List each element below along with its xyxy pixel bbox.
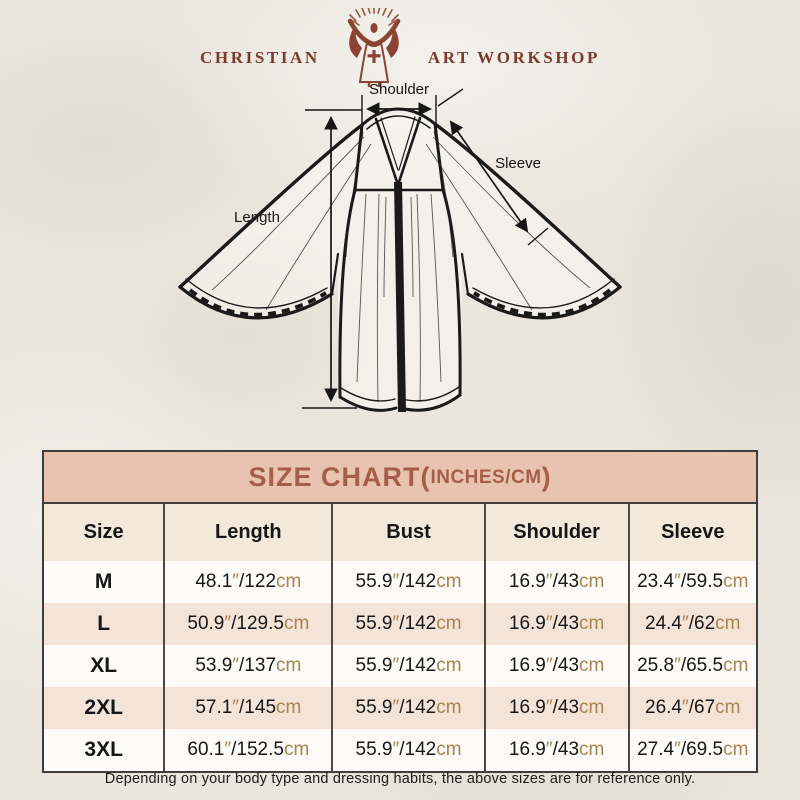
measurement-cell: 55.9″/142cm (332, 687, 484, 729)
measurement-cell: 27.4″/69.5cm (629, 729, 756, 771)
column-header-shoulder: Shoulder (485, 504, 629, 561)
size-label: XL (44, 645, 164, 687)
column-header-size: Size (44, 504, 164, 561)
measurement-cell: 16.9″/43cm (485, 729, 629, 771)
column-header-bust: Bust (332, 504, 484, 561)
brand-logo (0, 8, 800, 88)
size-label: L (44, 603, 164, 645)
measurement-cell: 57.1″/145cm (164, 687, 332, 729)
brand-name-right: ART WORKSHOP (427, 48, 600, 67)
column-header-sleeve: Sleeve (629, 504, 756, 561)
sleeve-label: Sleeve (495, 155, 541, 172)
size-chart (42, 450, 758, 773)
shoulder-label: Shoulder (368, 82, 430, 98)
size-row-l (44, 603, 756, 645)
measurement-cell: 55.9″/142cm (332, 729, 484, 771)
measurement-cell: 26.4″/67cm (629, 687, 756, 729)
size-label: M (44, 561, 164, 603)
column-header-length: Length (164, 504, 332, 561)
size-row-xl (44, 645, 756, 687)
size-row-2xl (44, 687, 756, 729)
measurement-cell: 16.9″/43cm (485, 645, 629, 687)
measurement-cell: 50.9″/129.5cm (164, 603, 332, 645)
size-label: 2XL (44, 687, 164, 729)
measurement-cell: 23.4″/59.5cm (629, 561, 756, 603)
measurement-cell: 16.9″/43cm (485, 603, 629, 645)
measurement-cell: 16.9″/43cm (485, 561, 629, 603)
brand-name-left: CHRISTIAN (200, 48, 320, 67)
size-chart-title (44, 452, 756, 504)
measurement-cell: 55.9″/142cm (332, 561, 484, 603)
jesus-logo-icon (333, 8, 415, 88)
measurement-cell: 24.4″/62cm (629, 603, 756, 645)
size-chart-units-text: INCHES/CM (430, 467, 542, 488)
length-label: Length (234, 209, 280, 226)
title-paren-close: ) (541, 461, 552, 492)
footer-note: Depending on your body type and dressing habits, the above sizes are for reference only. (104, 771, 696, 787)
size-rows (44, 561, 756, 771)
size-row-m (44, 561, 756, 603)
measurement-cell: 53.9″/137cm (164, 645, 332, 687)
robe-measurement-diagram (150, 82, 650, 448)
measurement-cell: 55.9″/142cm (332, 603, 484, 645)
measurement-cell: 25.8″/65.5cm (629, 645, 756, 687)
measurement-cell: 16.9″/43cm (485, 687, 629, 729)
size-table (44, 504, 756, 771)
size-row-3xl (44, 729, 756, 771)
column-header-row (44, 504, 756, 561)
size-label: 3XL (44, 729, 164, 771)
title-paren-open: ( (420, 461, 431, 492)
measurement-cell: 60.1″/152.5cm (164, 729, 332, 771)
measurement-cell: 55.9″/142cm (332, 645, 484, 687)
size-chart-title-text: SIZE CHART (248, 461, 421, 492)
measurement-cell: 48.1″/122cm (164, 561, 332, 603)
